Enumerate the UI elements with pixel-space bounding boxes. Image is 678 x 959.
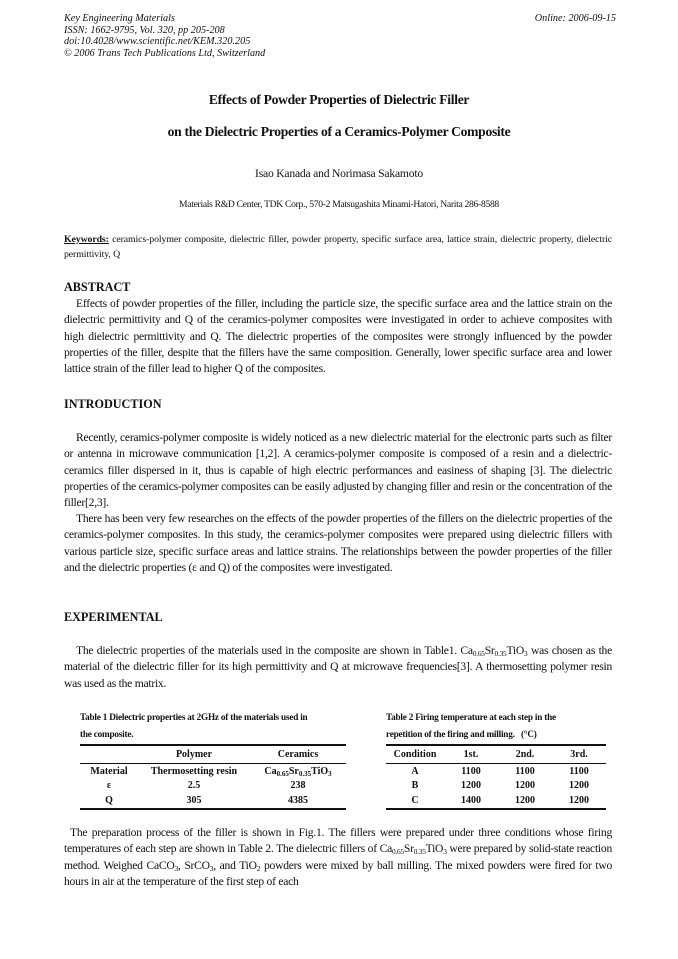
table-cell: 2.5 — [187, 780, 201, 792]
table-header-cell: Condition — [386, 745, 444, 764]
introduction-heading: INTRODUCTION — [64, 397, 162, 411]
table-cell: 1200 — [515, 780, 535, 792]
table-row — [386, 779, 606, 794]
experimental-paragraph-1: The dielectric properties of the materials used in the composite are shown in Table1. $Ca_{0.65}Sr_{0.35}TiO_3$ was chosen as the material of the dielectric filler for its high permittivity and Q at microwave frequencies[3]. A thermosetting polymer resin was used as the matrix. — [64, 644, 612, 690]
table-header-cell: 1st. — [444, 745, 498, 764]
keywords — [64, 233, 612, 262]
table-cell: ε — [106, 780, 112, 792]
experimental-paragraph-2: The preparation process of the filler is shown in Fig.1. The fillers were prepared under three conditions whose firing temperatures of each step are shown in Table 2. The dielectric fillers of $Ca_{0.65}Sr_{0.35}TiO_3$ were prepared by solid-state reaction method. Weighed CaCO$_3$, SrCO$_3$, and TiO$_2$ powders were mixed by ball milling. The mixed powders were fired for two hours in air at the temperature of the first step of each — [64, 826, 613, 888]
table-cell: A — [411, 765, 419, 777]
table-cell: Q — [105, 794, 113, 806]
journal-header — [64, 13, 616, 59]
table-header-cell: 3rd. — [552, 745, 606, 764]
title-line-1: Effects of Powder Properties of Dielectric Filler — [208, 92, 470, 107]
table-row — [386, 745, 606, 764]
experimental-heading: EXPERIMENTAL — [64, 610, 163, 624]
table-cell: 1200 — [515, 794, 535, 806]
table-cell: C — [411, 794, 419, 806]
abstract-text: Effects of powder properties of the filler, including the particle size, the specific surface area and the lattice strain on the dielectric permittivity and Q of the ceramics-polymer composites were investigated in order to achieve composites with high dielectric permittivity and Q. The dielectric properties of the composites were strongly influenced by the powder properties of the filler, despite that the fillers have the same composition. Generally, lower specific surface area and lower lattice strain of the filler lead to higher Q of the composites. — [64, 297, 612, 376]
table-2-caption: Table 2 Firing temperature at each step in the repetition of the firing and milling. (°C) — [386, 712, 556, 739]
table-cell: 1100 — [515, 765, 535, 777]
copyright-line: © 2006 Trans Tech Publications Ltd, Switzerland — [64, 47, 266, 59]
table-row — [80, 779, 346, 794]
table-row — [80, 764, 346, 779]
table-cell: 1200 — [569, 794, 589, 806]
introduction-paragraph-2: There has been very few researches on the effects of the powder properties of the fillers on the dielectric properties of the ceramics-polymer composites. In this study, the ceramics-polymer composites were prepared using dielectric fillers with various particle size, specific surface areas and lattice strains. The relationships between the powder properties of the filler and the dielectric properties (ε and Q) of the composites were investigated. — [64, 512, 612, 574]
table-row — [80, 745, 346, 764]
title-line-2: on the Dielectric Properties of a Ceramics-Polymer Composite — [167, 124, 511, 139]
table-cell: 1400 — [461, 794, 481, 806]
abstract-heading: ABSTRACT — [64, 280, 131, 294]
table-cell: B — [411, 780, 419, 792]
table-header-cell: Ceramics — [250, 745, 346, 764]
issn-line: ISSN: 1662-9795, Vol. 320, pp 205-208 — [64, 24, 225, 36]
affiliation: Materials R&D Center, TDK Corp., 570-2 Matsugashita Minami-Hatori, Narita 286-8588 — [179, 199, 499, 210]
table-cell: Thermosetting resin — [150, 765, 238, 777]
table-cell: 305 — [186, 794, 202, 806]
table-cell: 4385 — [288, 794, 308, 806]
table-cell: 238 — [290, 780, 306, 792]
table-header-cell: 2nd. — [498, 745, 552, 764]
table-2 — [386, 744, 606, 810]
authors: Isao Kanada and Norimasa Sakamoto — [255, 167, 423, 180]
table-row — [386, 764, 606, 779]
keywords-label: Keywords: — [64, 234, 109, 245]
table-cell: Material — [90, 765, 128, 777]
table-cell: 1100 — [461, 765, 481, 777]
table-cell: 1100 — [569, 765, 589, 777]
keywords-text: ceramics-polymer composite, dielectric filler, powder property, specific surface area, lattice strain, dielectric property, dielectric permittivity, Q — [64, 234, 612, 260]
table-1 — [80, 744, 346, 810]
table-row — [80, 793, 346, 809]
table-cell: $Ca_{0.65}Sr_{0.35}TiO_3$ — [264, 765, 332, 778]
table-header-cell: Polymer — [138, 745, 250, 764]
introduction-paragraph-1: Recently, ceramics-polymer composite is widely noticed as a new dielectric material for the electronic parts such as filter or antenna in microwave communication [1,2]. A ceramics-polymer composite is composed of a resin and a dielectric-ceramics filler dispersed in it, thus is capable of high electric performances and easiness of shaping [3]. The dielectric properties of the ceramics-polymer composites can be easily adjusted by changing filler and resin or the concentration of the filler[2,3]. — [64, 431, 612, 510]
table-cell: 1200 — [461, 780, 481, 792]
table-row — [386, 793, 606, 809]
doi-link[interactable]: doi:10.4028/www.scientific.net/KEM.320.205 — [64, 36, 251, 48]
journal-name: Key Engineering Materials — [64, 13, 175, 24]
online-date: Online: 2006-09-15 — [534, 13, 616, 24]
table-cell: 1200 — [569, 780, 589, 792]
table-1-caption: Table 1 Dielectric properties at 2GHz of the materials used in the composite. — [80, 712, 308, 739]
